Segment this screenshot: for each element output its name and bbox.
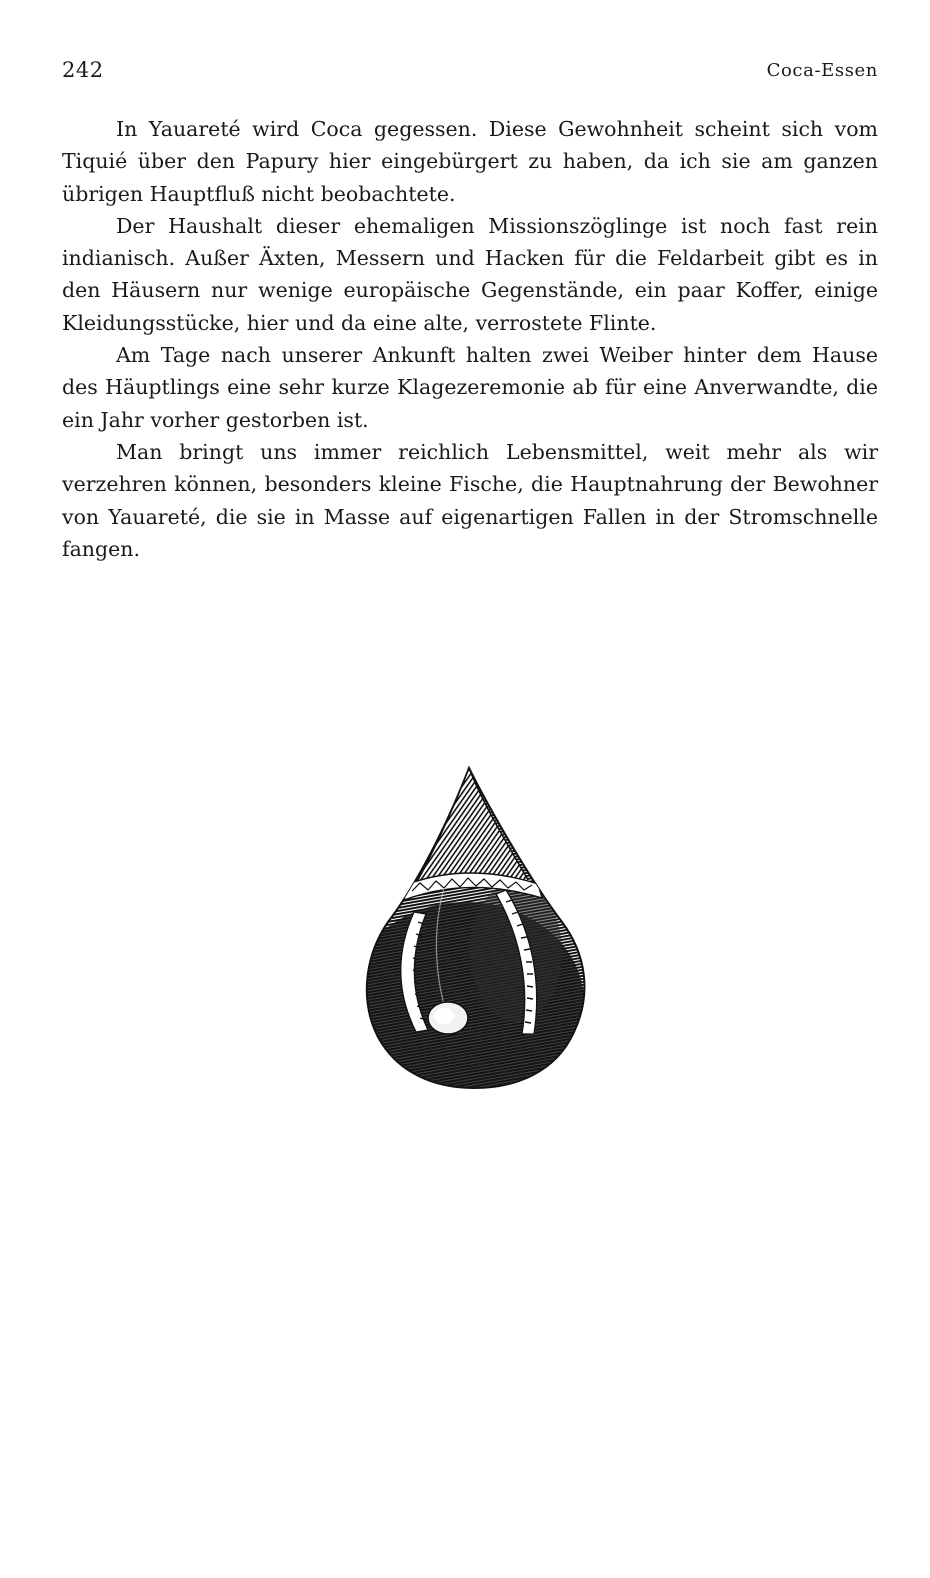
paragraph-coca: In Yauareté wird Coca gegessen. Diese Gewohnheit scheint sich vom Tiquié über den Papury hier eingebürgert zu haben, da ich sie am ganzen übrigen Hauptfluß nicht beobachtete. <box>62 117 878 206</box>
paragraph-household: Der Haushalt dieser ehemaligen Missionszöglinge ist noch fast rein indianisch. Außer Äxten, Messern und Hacken für die Feldarbeit gibt es in den Häusern nur wenige europäische Gegenstände, ein paar Koffer, einige Kleidungsstücke, hier und da eine alte, verrostete Flinte. <box>62 213 878 335</box>
paragraph-food: Man bringt uns immer reichlich Lebensmittel, weit mehr als wir verzehren können, besonders kleine Fische, die Hauptnahrung der Bewohner von Yauareté, die sie in Masse auf eigenartigen Fallen in der Stromschnelle fangen. <box>62 439 878 561</box>
page-number: 242 <box>62 58 104 82</box>
body-text <box>62 113 878 565</box>
drop-shaped-object-icon <box>356 762 596 1094</box>
page-header <box>62 58 878 88</box>
paragraph-lament-ceremony: Am Tage nach unserer Ankunft halten zwei Weiber hinter dem Hause des Häuptlings eine sehr kurze Klagezeremonie ab für eine Anverwandte, die ein Jahr vorher gestorben ist. <box>62 343 878 432</box>
running-head: Coca-Essen <box>766 60 878 81</box>
figure-illustration <box>356 762 596 1094</box>
